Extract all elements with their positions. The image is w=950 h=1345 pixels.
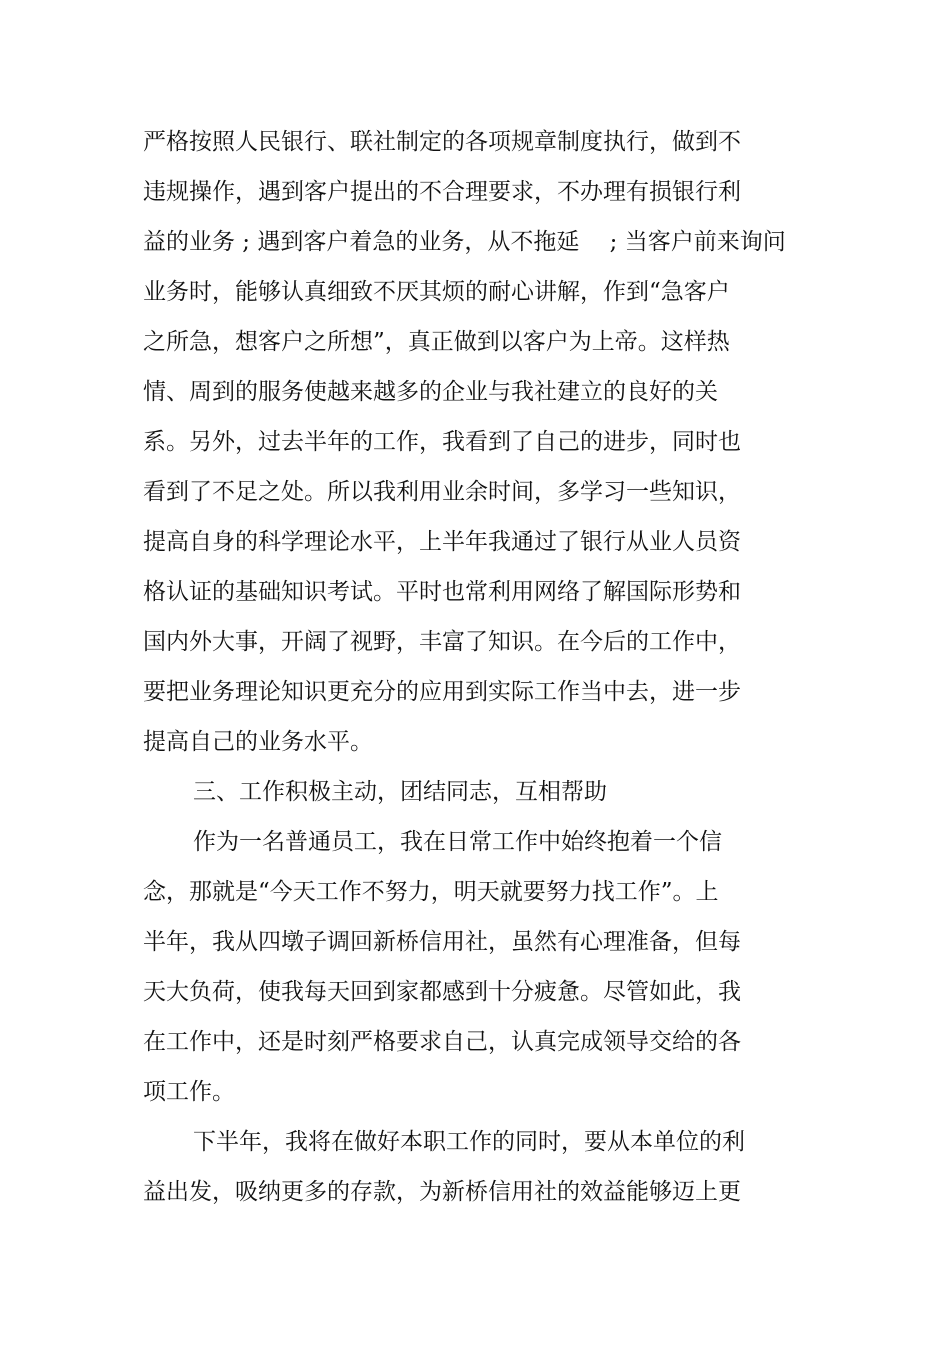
section-heading: 三、工作积极主动，团结同志，互相帮助 bbox=[193, 779, 607, 805]
body-text-line: 看到了不足之处。所以我利用业余时间，多学习一些知识， bbox=[143, 479, 741, 505]
body-text-line: 国内外大事，开阔了视野，丰富了知识。在今后的工作中， bbox=[143, 629, 741, 655]
body-text-line: 半年，我从四墩子调回新桥信用社，虽然有心理准备，但每 bbox=[143, 929, 741, 955]
body-text-line: 违规操作，遇到客户提出的不合理要求，不办理有损银行利 bbox=[143, 179, 741, 205]
body-text-line: 情、周到的服务使越来越多的企业与我社建立的良好的关 bbox=[143, 379, 718, 405]
body-text-line: 格认证的基础知识考试。平时也常利用网络了解国际形势和 bbox=[143, 579, 741, 605]
body-text-line: 提高自身的科学理论水平，上半年我通过了银行从业人员资 bbox=[143, 529, 741, 555]
body-text-line: 下半年，我将在做好本职工作的同时，要从本单位的利 bbox=[193, 1129, 745, 1155]
body-text-line: 提高自己的业务水平。 bbox=[143, 729, 373, 755]
body-text-line: 系。另外，过去半年的工作，我看到了自己的进步，同时也 bbox=[143, 429, 741, 455]
body-text-line: 在工作中，还是时刻严格要求自己，认真完成领导交给的各 bbox=[143, 1029, 741, 1055]
body-text-line: 项工作。 bbox=[143, 1079, 235, 1105]
body-text-line: 要把业务理论知识更充分的应用到实际工作当中去，进一步 bbox=[143, 679, 741, 705]
body-text-line: 天大负荷，使我每天回到家都感到十分疲惫。尽管如此，我 bbox=[143, 979, 741, 1005]
body-text-line: 念，那就是“今天工作不努力，明天就要努力找工作”。上 bbox=[143, 879, 719, 905]
body-text-line: 益的业务 ; 遇到客户着急的业务，从不拖延 ; 当客户前来询问 bbox=[143, 229, 786, 255]
body-text-line: 之所急，想客户之所想”，真正做到以客户为上帝。这样热 bbox=[143, 329, 730, 355]
body-text-line: 作为一名普通员工，我在日常工作中始终抱着一个信 bbox=[193, 829, 722, 855]
body-text-line: 益出发，吸纳更多的存款，为新桥信用社的效益能够迈上更 bbox=[143, 1179, 741, 1205]
body-text-line: 严格按照人民银行、联社制定的各项规章制度执行，做到不 bbox=[143, 129, 741, 155]
body-text-line: 业务时，能够认真细致不厌其烦的耐心讲解，作到“急客户 bbox=[143, 279, 730, 305]
